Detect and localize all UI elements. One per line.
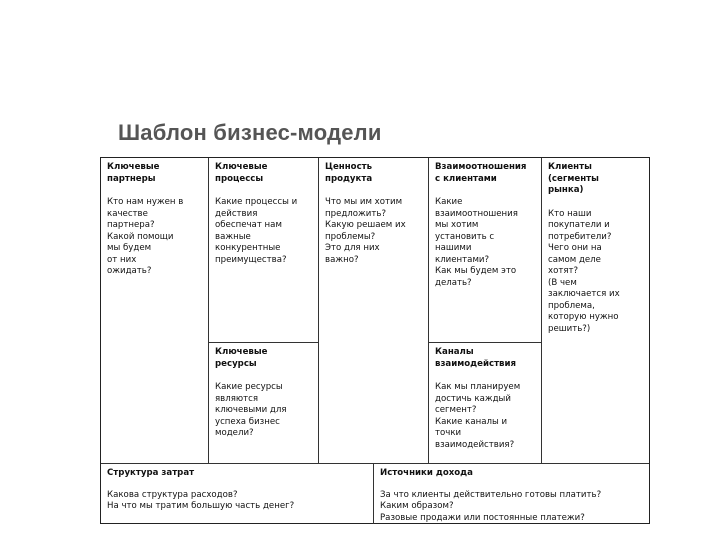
key-partners-cell bbox=[101, 158, 208, 463]
key-partners-text: Кто нам нужен в качестве партнера? Какой помощи мы будем от них ожидать? bbox=[107, 197, 184, 276]
customer-relationships-heading: Взаимоотношения с клиентами bbox=[435, 162, 527, 184]
key-activities-heading: Ключевые процессы bbox=[215, 162, 268, 184]
value-proposition-cell bbox=[319, 158, 428, 463]
cost-structure-heading: Структура затрат bbox=[107, 468, 195, 478]
key-resources-cell bbox=[209, 343, 318, 463]
key-activities-cell bbox=[209, 158, 318, 342]
key-resources-heading: Ключевые ресурсы bbox=[215, 347, 268, 369]
customer-segments-heading: Клиенты (сегменты рынка) bbox=[548, 162, 599, 195]
channels-text: Как мы планируем достичь каждый сегмент? Какие каналы и точки взаимодействия? bbox=[435, 382, 521, 450]
business-model-canvas bbox=[100, 157, 650, 524]
cost-structure-cell bbox=[101, 464, 373, 523]
key-activities-text: Какие процессы и действия обеспечат нам важные конкурентные преимущества? bbox=[215, 197, 298, 265]
key-resources-text: Какие ресурсы являются ключевыми для успеха бизнес модели? bbox=[215, 382, 287, 438]
revenue-streams-cell bbox=[374, 464, 649, 523]
value-proposition-heading: Ценность продукта bbox=[325, 162, 373, 184]
key-partners-heading: Ключевые партнеры bbox=[107, 162, 160, 184]
value-proposition-text: Что мы им хотим предложить? Какую решаем их проблемы? Это для них важно? bbox=[325, 197, 406, 265]
customer-segments-cell bbox=[542, 158, 649, 463]
channels-cell bbox=[429, 343, 541, 463]
cost-structure-text: Какова структура расходов? На что мы тратим большую часть денег? bbox=[107, 489, 295, 511]
customer-segments-text: Кто наши покупатели и потребители? Чего они на самом деле хотят? (В чем заключается их проблема, которую нужно решить?) bbox=[548, 208, 620, 334]
page-title: Шаблон бизнес-модели bbox=[118, 120, 382, 145]
customer-relationships-text: Какие взаимоотношения мы хотим установить с нашими клиентами? Как мы будем это делать? bbox=[435, 197, 518, 288]
revenue-streams-text: За что клиенты действительно готовы платить? Каким образом? Разовые продажи или постоянные платежи? bbox=[380, 489, 602, 523]
revenue-streams-heading: Источники дохода bbox=[380, 468, 473, 478]
channels-heading: Каналы взаимодействия bbox=[435, 347, 517, 369]
customer-relationships-cell bbox=[429, 158, 541, 342]
